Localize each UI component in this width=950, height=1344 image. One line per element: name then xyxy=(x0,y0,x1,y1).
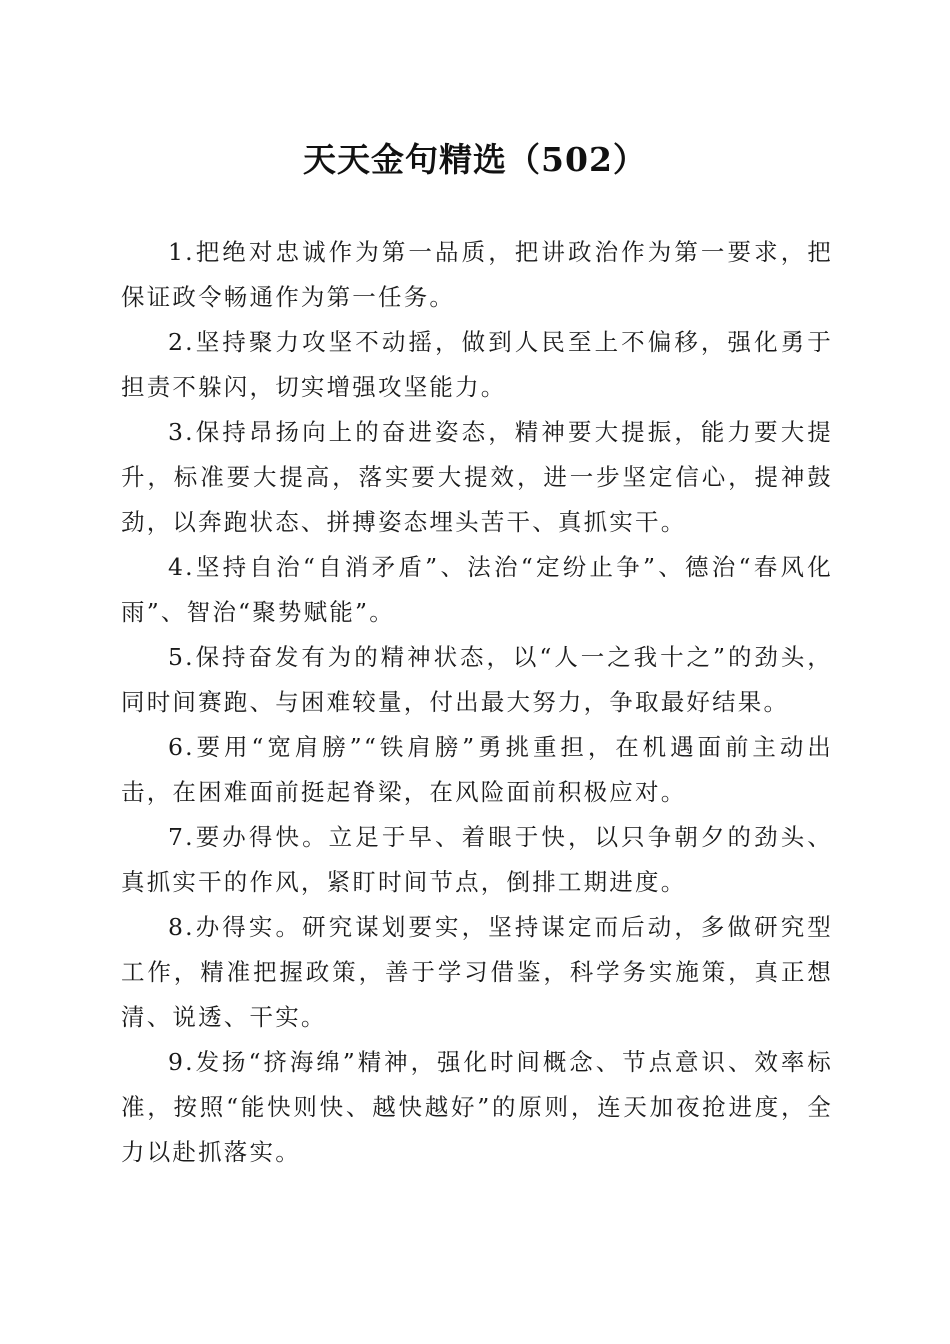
quote-item-9: 9.发扬“挤海绵”精神，强化时间概念、节点意识、效率标准，按照“能快则快、越快越好”的原则，连天加夜抢进度，全力以赴抓落实。 xyxy=(121,1048,833,1166)
quote-item-2: 2.坚持聚力攻坚不动摇，做到人民至上不偏移，强化勇于担责不躲闪，切实增强攻坚能力。 xyxy=(121,328,833,401)
quote-item-7: 7.要办得快。立足于早、着眼于快，以只争朝夕的劲头、真抓实干的作风，紧盯时间节点，倒排工期进度。 xyxy=(121,823,833,896)
quote-item-8: 8.办得实。研究谋划要实，坚持谋定而后动，多做研究型工作，精准把握政策，善于学习借鉴，科学务实施策，真正想清、说透、干实。 xyxy=(121,913,833,1031)
quote-list xyxy=(121,230,833,1175)
quote-item-1: 1.把绝对忠诚作为第一品质，把讲政治作为第一要求，把保证政令畅通作为第一任务。 xyxy=(121,238,833,311)
quote-item-4: 4.坚持自治“自消矛盾”、法治“定纷止争”、德治“春风化雨”、智治“聚势赋能”。 xyxy=(121,553,833,626)
page-title: 天天金句精选（502） xyxy=(303,140,647,179)
quote-item-5: 5.保持奋发有为的精神状态，以“人一之我十之”的劲头，同时间赛跑、与困难较量，付出最大努力，争取最好结果。 xyxy=(121,643,833,716)
quote-item-6: 6.要用“宽肩膀”“铁肩膀”勇挑重担，在机遇面前主动出击，在困难面前挺起脊梁，在风险面前积极应对。 xyxy=(121,733,833,806)
quote-item-3: 3.保持昂扬向上的奋进姿态，精神要大提振，能力要大提升，标准要大提高，落实要大提效，进一步坚定信心，提神鼓劲，以奔跑状态、拼搏姿态埋头苦干、真抓实干。 xyxy=(121,418,833,536)
